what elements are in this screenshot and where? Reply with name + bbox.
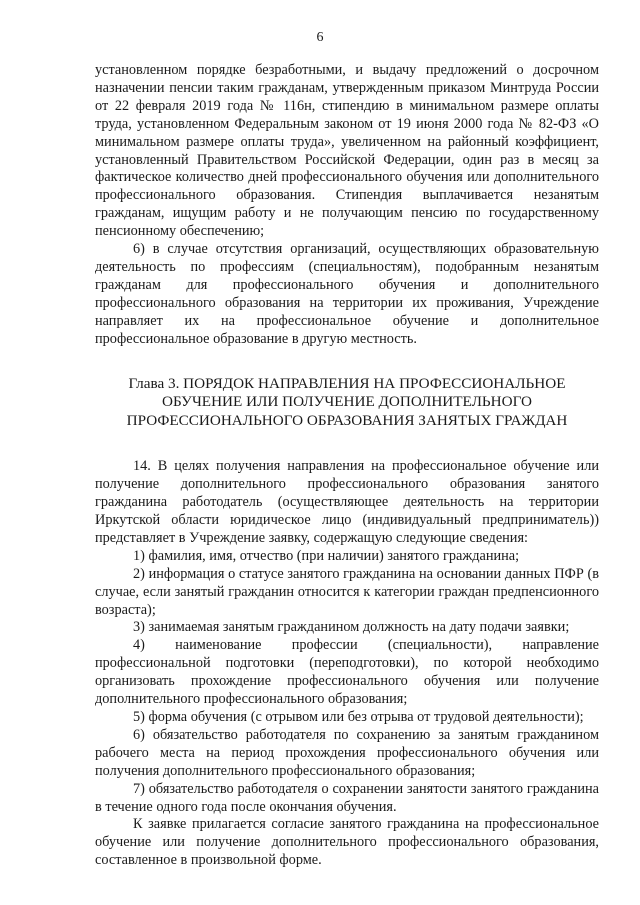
list-item-7: 7) обязательство работодателя о сохранении занятости занятого гражданина в течение одного года после окончания обучения. [95,780,599,815]
chapter-title-line: ПРОФЕССИОНАЛЬНОГО ОБРАЗОВАНИЯ ЗАНЯТЫХ ГРАЖДАН [126,411,568,429]
paragraph-item-6: 6) в случае отсутствия организаций, осуществляющих образовательную деятельность по профессиям (специальностям), подобранным незанятым гражданам для профессионального обучения и дополнительного профессионального образования на территории их проживания, Учреждение направляет их на профессиональное обучение и дополнительное профессиональное образование в другую местность. [95,241,599,347]
page-number: 6 [316,30,324,45]
paragraph-continuation: установленном порядке безработными, и выдачу предложений о досрочном назначении пенсии таким гражданам, утвержденным приказом Минтруда России от 22 февраля 2019 года № 116н, стипендию в минимальном размере оплаты труда, установленном Федеральным законом от 19 июня 2000 года № 82-ФЗ «О минимальном размере оплаты труда», увеличенном на районный коэффициент, установленный Правительством Российской Федерации, один раз в месяц за фактическое количество дней профессионального обучения или дополнительного профессионального образования. Стипендия выплачивается незанятым гражданам, ищущим работу и не получающим пенсию по государственному пенсионному обеспечению; [95,62,599,240]
paragraph-clause-14: 14. В целях получения направления на профессиональное обучение или получение дополнительного профессионального образования занятого гражданина работодатель (осуществляющее деятельность на территории Иркутской области юридическое лицо (индивидуальный предприниматель)) представляет в Учреждение заявку, содержащую следующие сведения: [95,458,599,546]
list-item-4: 4) наименование профессии (специальности), направление профессиональной подготовки (переподготовки), по которой необходимо организовать прохождение профессионального обучения или получение дополнительного профессионального образования; [95,637,599,708]
list-item-6: 6) обязательство работодателя по сохранению за занятым гражданином рабочего места на период прохождения профессионального обучения или получения дополнительного профессионального образования; [95,726,599,779]
chapter-title-line: Глава 3. ПОРЯДОК НАПРАВЛЕНИЯ НА ПРОФЕССИОНАЛЬНОЕ [128,374,566,392]
chapter-title-line: ОБУЧЕНИЕ ИЛИ ПОЛУЧЕНИЕ ДОПОЛНИТЕЛЬНОГО [162,393,532,411]
list-item-3: 3) занимаемая занятым гражданином должность на дату подачи заявки; [133,619,570,636]
list-item-2: 2) информация о статусе занятого гражданина на основании данных ПФР (в случае, если занятый гражданин относится к категории граждан предпенсионного возраста); [95,565,599,618]
chapter-title [95,375,599,431]
paragraph-attachment: К заявке прилагается согласие занятого гражданина на профессиональное обучение или получение дополнительного профессионального образования, составленное в произвольной форме. [95,816,599,869]
list-item-5: 5) форма обучения (с отрывом или без отрыва от трудовой деятельности); [133,708,584,725]
list-item-1: 1) фамилия, имя, отчество (при наличии) занятого гражданина; [133,547,520,564]
document-body [95,62,599,870]
